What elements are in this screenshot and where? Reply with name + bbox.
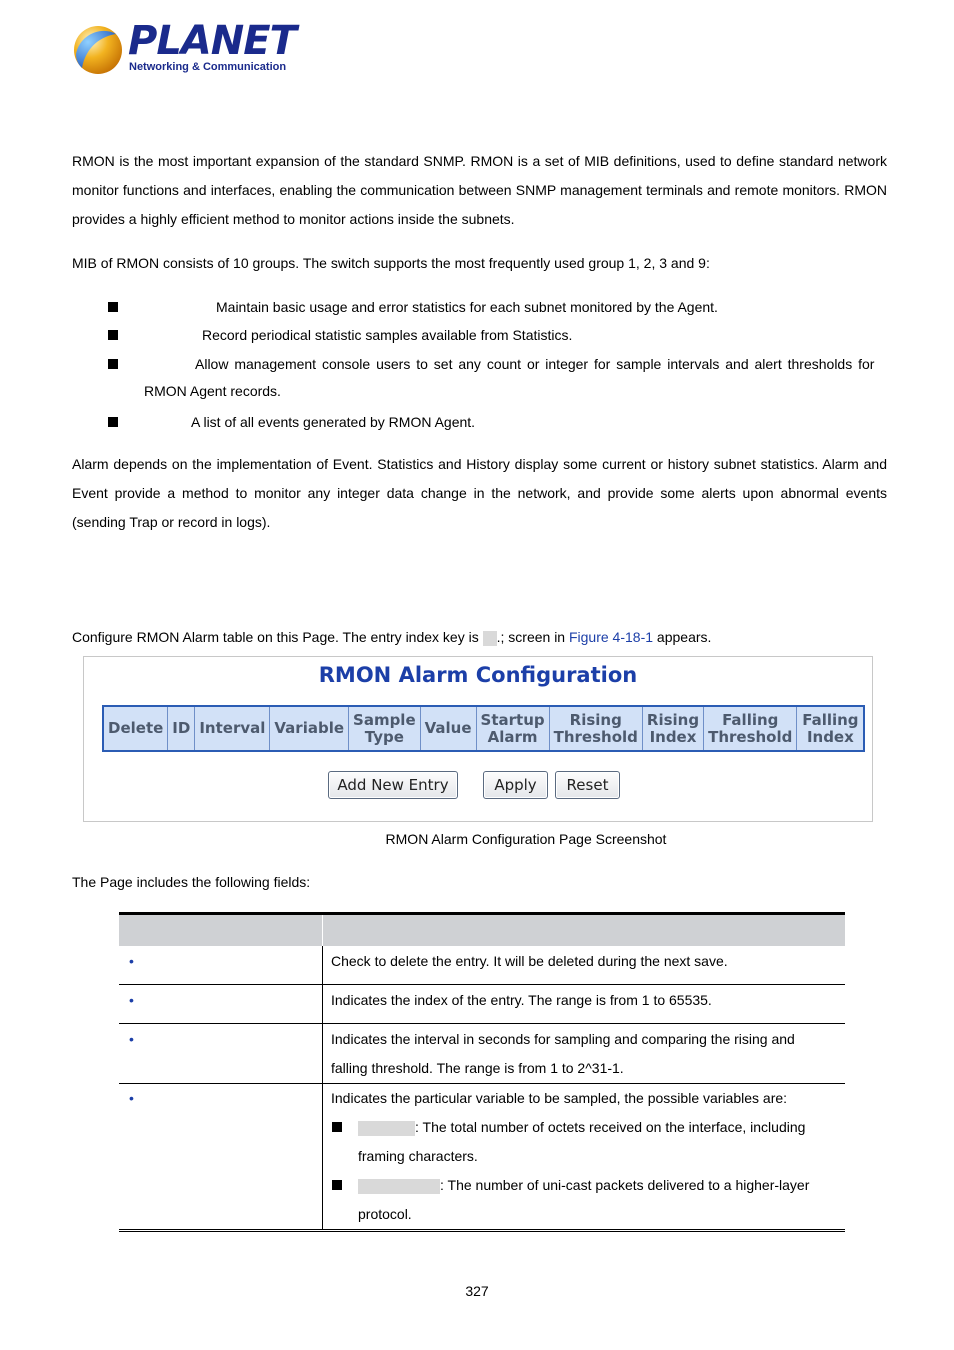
intro-paragraph-3: Alarm depends on the implementation of Event. Statistics and History display some current or history subnet statistics. Alarm and Event provide a method to monitor any integer data change in the network, and provide some alerts upon abnormal events (sending Trap or record in logs).	[72, 456, 887, 530]
col-delete: Delete	[103, 706, 168, 751]
logo-tagline: Networking & Communication	[129, 61, 287, 73]
square-bullet-icon	[108, 330, 118, 340]
figure-link[interactable]: Figure 4-18-1	[568, 629, 654, 645]
col-variable: Variable	[270, 706, 349, 751]
bullet-dot-icon: •	[129, 1031, 134, 1047]
redacted-key	[483, 631, 497, 646]
logo-wordmark: PLANET	[128, 18, 296, 64]
table-row	[119, 1084, 845, 1231]
id-description: Indicates the index of the entry. The range is from 1 to 65535.	[323, 985, 846, 1024]
col-rising-threshold: Rising Threshold	[549, 706, 642, 751]
apply-button[interactable]: Apply	[483, 771, 548, 799]
redacted-variable-name	[358, 1121, 415, 1136]
fields-table	[119, 912, 845, 1232]
variable-sub-item: : The total number of octets received on the interface, including framing characters.	[331, 1113, 845, 1171]
planet-logo	[72, 24, 124, 81]
bullet-dot-icon: •	[129, 992, 134, 1008]
fields-table-header	[119, 914, 845, 947]
globe-icon	[72, 24, 124, 76]
bullet-dot-icon: •	[129, 1090, 134, 1106]
alarm-table-header	[103, 706, 864, 751]
square-bullet-icon	[108, 302, 118, 312]
col-id: ID	[168, 706, 195, 751]
col-sample-type: Sample Type	[349, 706, 421, 751]
configure-sentence: Configure RMON Alarm table on this Page. The entry index key is .; screen in Figure 4-18-1 appears.	[72, 629, 712, 645]
intro-paragraph-2: MIB of RMON consists of 10 groups. The switch supports the most frequently used group 1, 2, 3 and 9:	[72, 255, 710, 271]
square-bullet-icon	[108, 359, 118, 369]
add-new-entry-button[interactable]: Add New Entry	[328, 771, 458, 799]
description-header	[323, 914, 846, 947]
col-falling-index: Falling Index	[797, 706, 865, 751]
fields-intro: The Page includes the following fields:	[72, 874, 311, 890]
square-bullet-icon	[332, 1122, 342, 1132]
square-bullet-icon	[108, 417, 118, 427]
variable-sub-item: : The number of uni-cast packets delivered to a higher-layer protocol.	[331, 1171, 845, 1229]
col-interval: Interval	[195, 706, 270, 751]
reset-button[interactable]: Reset	[555, 771, 620, 799]
redacted-variable-name	[358, 1179, 440, 1194]
object-header	[119, 914, 323, 947]
col-value: Value	[420, 706, 476, 751]
variable-description: Indicates the particular variable to be sampled, the possible variables are: : The total number of octets received on the interface, including framing characters. : The number of uni-cast packets delivered to a higher-layer protocol.	[323, 1084, 846, 1231]
rmon-alarm-table	[102, 705, 865, 752]
figure-caption: RMON Alarm Configuration Page Screenshot	[385, 831, 667, 847]
rmon-alarm-screenshot	[83, 656, 873, 822]
intro-paragraph-1: RMON is the most important expansion of the standard SNMP. RMON is a set of MIB definitions, used to define standard network monitor functions and interfaces, enabling the communication between SNMP management terminals and remote monitors. RMON provides a highly efficient method to monitor actions inside the subnets.	[72, 153, 887, 227]
table-row	[119, 946, 845, 985]
square-bullet-icon	[332, 1180, 342, 1190]
col-falling-threshold: Falling Threshold	[704, 706, 797, 751]
delete-description: Check to delete the entry. It will be deleted during the next save.	[323, 946, 846, 985]
col-rising-index: Rising Index	[642, 706, 703, 751]
table-row	[119, 985, 845, 1024]
table-row	[119, 1024, 845, 1084]
rmon-alarm-title: RMON Alarm Configuration	[318, 663, 638, 687]
col-startup-alarm: Startup Alarm	[476, 706, 549, 751]
page-number: 327	[465, 1283, 489, 1299]
interval-description: Indicates the interval in seconds for sampling and comparing the rising and falling threshold. The range is from 1 to 2^31-1.	[323, 1024, 846, 1084]
bullet-dot-icon: •	[129, 953, 134, 969]
